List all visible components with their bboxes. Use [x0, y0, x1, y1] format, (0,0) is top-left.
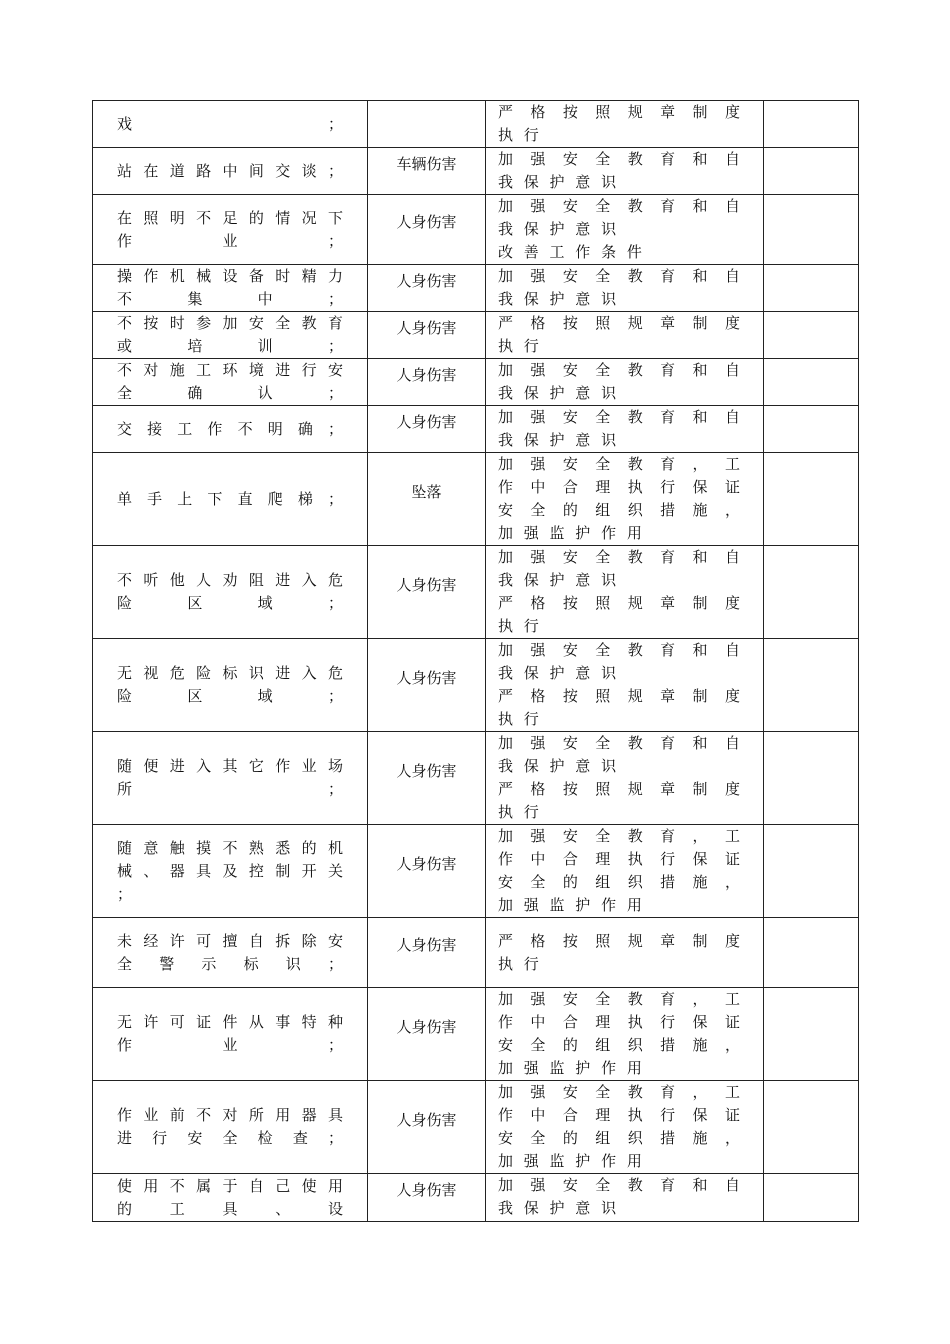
note-cell	[764, 918, 859, 988]
measures-cell	[486, 406, 764, 453]
hazard-text: 不 按 时 参 加 安 全 教 育 或 培 训 ；	[117, 314, 345, 355]
consequence-text: 人身伤害	[396, 1018, 457, 1036]
measure-line: 加 强 安 全 教 育 和 自	[498, 197, 743, 215]
measure-line: 严 格 按 照 规 章 制 度	[498, 314, 743, 332]
consequence-text: 人身伤害	[396, 413, 457, 431]
note-cell	[764, 359, 859, 406]
table-body	[93, 101, 859, 1222]
note-cell	[764, 825, 859, 918]
consequence-text: 人身伤害	[396, 855, 457, 873]
consequence-cell	[368, 265, 486, 312]
measure-line: 加 强 安 全 教 育 和 自	[498, 267, 743, 285]
note-cell	[764, 265, 859, 312]
measures-cell	[486, 195, 764, 265]
measure-line: 安 全 的 组 织 措 施 ，	[498, 1036, 743, 1054]
table-row	[93, 265, 859, 312]
measure-line: 加 强 安 全 教 育 和 自	[498, 548, 743, 566]
consequence-text: 人身伤害	[396, 1181, 457, 1199]
hazard-text: 无 许 可 证 件 从 事 特 种 作 业 ；	[117, 1013, 345, 1054]
consequence-cell	[368, 639, 486, 732]
measure-line: 我 保 护 意 识	[498, 173, 620, 191]
hazard-text: 不 对 施 工 环 境 进 行 安 全 确 认 ；	[117, 361, 345, 402]
measure-line: 执 行	[498, 710, 542, 728]
hazard-cell	[93, 825, 368, 918]
measure-line: 加 强 监 护 作 用	[498, 1152, 645, 1170]
hazard-cell	[93, 406, 368, 453]
measure-line: 我 保 护 意 识	[498, 757, 620, 775]
table-row	[93, 406, 859, 453]
consequence-cell	[368, 918, 486, 988]
consequence-text: 人身伤害	[396, 1111, 457, 1129]
measure-line: 加 强 安 全 教 育 和 自	[498, 1176, 743, 1194]
measure-line: 严 格 按 照 规 章 制 度	[498, 687, 743, 705]
consequence-cell	[368, 1081, 486, 1174]
measures-cell	[486, 1081, 764, 1174]
measures-cell	[486, 453, 764, 546]
table-row	[93, 195, 859, 265]
measure-line: 我 保 护 意 识	[498, 290, 620, 308]
hazard-cell	[93, 918, 368, 988]
table-row	[93, 825, 859, 918]
risk-assessment-table	[92, 100, 859, 1222]
consequence-text: 人身伤害	[396, 319, 457, 337]
measures-cell	[486, 732, 764, 825]
measure-line: 改 善 工 作 条 件	[498, 243, 645, 261]
table-row	[93, 546, 859, 639]
measures-cell	[486, 148, 764, 195]
table-row	[93, 1081, 859, 1174]
measures-cell	[486, 918, 764, 988]
hazard-text: 随 便 进 入 其 它 作 业 场 所 ；	[117, 757, 345, 798]
hazard-cell	[93, 312, 368, 359]
table-row	[93, 101, 859, 148]
measure-line: 加 强 监 护 作 用	[498, 896, 645, 914]
note-cell	[764, 1081, 859, 1174]
consequence-cell	[368, 546, 486, 639]
measure-line: 执 行	[498, 337, 542, 355]
measure-line: 安 全 的 组 织 措 施 ，	[498, 501, 743, 519]
measures-cell	[486, 359, 764, 406]
measure-line: 作 中 合 理 执 行 保 证	[498, 1106, 743, 1124]
hazard-text: 单 手 上 下 直 爬 梯 ；	[117, 489, 345, 508]
hazard-cell	[93, 195, 368, 265]
note-cell	[764, 639, 859, 732]
measure-line: 加 强 安 全 教 育 和 自	[498, 150, 743, 168]
hazard-cell	[93, 265, 368, 312]
consequence-cell	[368, 825, 486, 918]
table-row	[93, 312, 859, 359]
hazard-text: 使 用 不 属 于 自 己 使 用 的 工 具 、 设	[117, 1176, 345, 1218]
hazard-text: 作 业 前 不 对 所 用 器 具 进 行 安 全 检 查 ；	[117, 1106, 345, 1147]
consequence-text: 人身伤害	[396, 576, 457, 594]
measure-line: 加 强 安 全 教 育 ， 工	[498, 1083, 743, 1101]
consequence-text: 人身伤害	[396, 272, 457, 290]
hazard-text: 操 作 机 械 设 备 时 精 力 不 集 中 ；	[117, 267, 345, 308]
measure-line: 加 强 安 全 教 育 ， 工	[498, 990, 743, 1008]
measure-line: 安 全 的 组 织 措 施 ，	[498, 873, 743, 891]
note-cell	[764, 453, 859, 546]
hazard-cell	[93, 453, 368, 546]
note-cell	[764, 988, 859, 1081]
note-cell	[764, 732, 859, 825]
consequence-text: 坠落	[411, 483, 442, 501]
measure-line: 我 保 护 意 识	[498, 1199, 620, 1217]
measure-line: 严 格 按 照 规 章 制 度	[498, 103, 743, 121]
measure-line: 加 强 监 护 作 用	[498, 524, 645, 542]
measures-cell	[486, 101, 764, 148]
hazard-text: 未 经 许 可 擅 自 拆 除 安 全 警 示 标 识 ；	[117, 931, 345, 973]
measure-line: 作 中 合 理 执 行 保 证	[498, 478, 743, 496]
hazard-text: 戏 ；	[117, 114, 345, 133]
consequence-text: 人身伤害	[396, 213, 457, 231]
table-row	[93, 148, 859, 195]
hazard-text: 交 接 工 作 不 明 确 ；	[117, 419, 345, 438]
consequence-cell	[368, 148, 486, 195]
measure-line: 我 保 护 意 识	[498, 664, 620, 682]
measure-line: 严 格 按 照 规 章 制 度	[498, 780, 743, 798]
hazard-cell	[93, 732, 368, 825]
note-cell	[764, 195, 859, 265]
measures-cell	[486, 1174, 764, 1222]
hazard-text: 无 视 危 险 标 识 进 入 危 险 区 域 ；	[117, 664, 345, 705]
measure-line: 我 保 护 意 识	[498, 571, 620, 589]
consequence-text: 人身伤害	[396, 936, 457, 954]
measures-cell	[486, 825, 764, 918]
measure-line: 加 强 安 全 教 育 和 自	[498, 408, 743, 426]
consequence-cell	[368, 1174, 486, 1222]
measure-line: 加 强 安 全 教 育 和 自	[498, 361, 743, 379]
hazard-text: 站 在 道 路 中 间 交 谈 ；	[117, 161, 345, 180]
measures-cell	[486, 639, 764, 732]
measure-line: 严 格 按 照 规 章 制 度	[498, 594, 743, 612]
note-cell	[764, 546, 859, 639]
measure-line: 作 中 合 理 执 行 保 证	[498, 850, 743, 868]
table-row	[93, 988, 859, 1081]
note-cell	[764, 406, 859, 453]
measure-line: 我 保 护 意 识	[498, 220, 620, 238]
table-row	[93, 1174, 859, 1222]
table-row	[93, 639, 859, 732]
note-cell	[764, 101, 859, 148]
consequence-cell	[368, 101, 486, 148]
measure-line: 执 行	[498, 126, 542, 144]
hazard-cell	[93, 148, 368, 195]
measure-line: 加 强 安 全 教 育 和 自	[498, 641, 743, 659]
hazard-cell	[93, 1174, 368, 1222]
consequence-cell	[368, 195, 486, 265]
consequence-text: 人身伤害	[396, 762, 457, 780]
measure-line: 严 格 按 照 规 章 制 度	[498, 931, 743, 950]
consequence-text: 人身伤害	[396, 366, 457, 384]
measure-line: 我 保 护 意 识	[498, 384, 620, 402]
hazard-cell	[93, 359, 368, 406]
consequence-cell	[368, 312, 486, 359]
hazard-cell	[93, 988, 368, 1081]
consequence-cell	[368, 359, 486, 406]
measure-line: 执 行	[498, 803, 542, 821]
measures-cell	[486, 546, 764, 639]
table-row	[93, 918, 859, 988]
measures-cell	[486, 265, 764, 312]
hazard-text: 随 意 触 摸 不 熟 悉 的 机 械 、 器 具 及 控 制 开 关 ；	[117, 838, 345, 903]
note-cell	[764, 1174, 859, 1222]
measure-line: 我 保 护 意 识	[498, 431, 620, 449]
measure-line: 执 行	[498, 617, 542, 635]
measure-line: 加 强 安 全 教 育 ， 工	[498, 827, 743, 845]
measure-line: 安 全 的 组 织 措 施 ，	[498, 1129, 743, 1147]
measures-cell	[486, 312, 764, 359]
hazard-cell	[93, 1081, 368, 1174]
note-cell	[764, 148, 859, 195]
table-row	[93, 732, 859, 825]
table-row	[93, 453, 859, 546]
consequence-text: 车辆伤害	[396, 155, 457, 173]
hazard-cell	[93, 639, 368, 732]
table-row	[93, 359, 859, 406]
consequence-text: 人身伤害	[396, 669, 457, 687]
measure-line: 作 中 合 理 执 行 保 证	[498, 1013, 743, 1031]
measure-line: 加 强 监 护 作 用	[498, 1059, 645, 1077]
consequence-cell	[368, 453, 486, 546]
measure-line: 加 强 安 全 教 育 ， 工	[498, 455, 743, 473]
measure-line: 执 行	[498, 954, 542, 973]
hazard-text: 在 照 明 不 足 的 情 况 下 作 业 ；	[117, 208, 345, 250]
consequence-cell	[368, 406, 486, 453]
consequence-cell	[368, 732, 486, 825]
hazard-text: 不 听 他 人 劝 阻 进 入 危 险 区 域 ；	[117, 571, 345, 612]
hazard-cell	[93, 546, 368, 639]
note-cell	[764, 312, 859, 359]
measure-line: 加 强 安 全 教 育 和 自	[498, 734, 743, 752]
measures-cell	[486, 988, 764, 1081]
hazard-cell	[93, 101, 368, 148]
consequence-cell	[368, 988, 486, 1081]
